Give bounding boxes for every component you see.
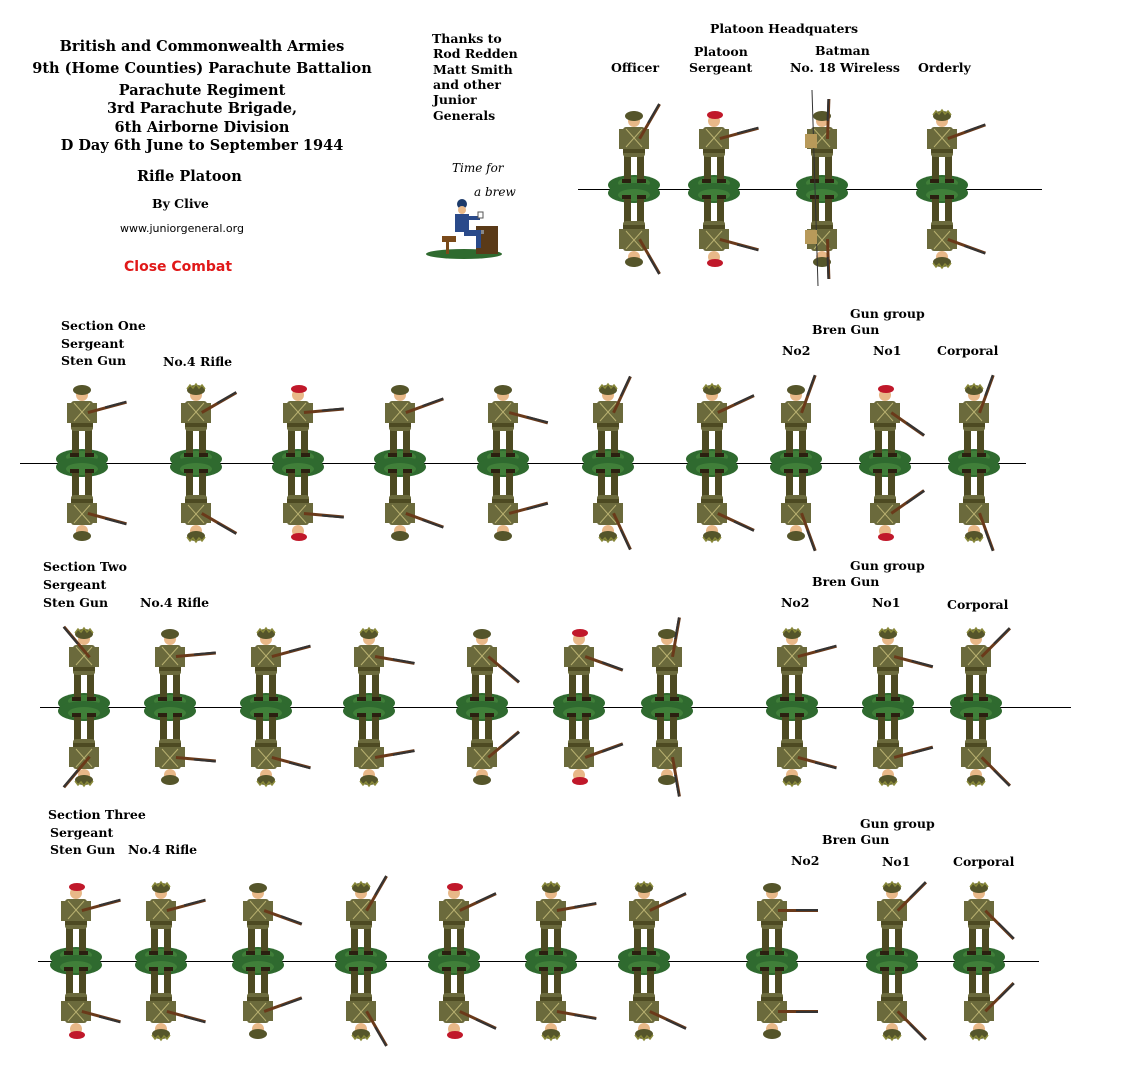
section3-rifle: No.4 Rifle xyxy=(128,842,198,857)
hq-label-batman-1: Batman xyxy=(815,43,870,58)
s3-corporal-figure xyxy=(944,871,1014,1051)
s1-rifleman-6-figure xyxy=(677,373,747,553)
s2-no2-figure xyxy=(757,617,827,797)
hq-label-sergeant-2: Sergeant xyxy=(689,60,753,75)
hq-heading: Platoon Headquaters xyxy=(710,21,859,36)
hq-sergeant-figure xyxy=(679,99,749,279)
s3-rifleman-4-figure xyxy=(419,871,489,1051)
section2-no1: No1 xyxy=(872,595,901,610)
close-combat-label: Close Combat xyxy=(124,259,233,275)
section2-name: Section Two xyxy=(43,559,127,574)
thanks-line-2: Rod Redden xyxy=(433,46,518,61)
s1-no1-figure xyxy=(850,373,920,553)
section1-corporal: Corporal xyxy=(937,343,999,358)
s1-rifleman-3-figure xyxy=(365,373,435,553)
wireless-set-icon xyxy=(800,90,840,290)
section2-gun-group: Gun group xyxy=(850,558,925,573)
hq-officer-figure xyxy=(599,99,669,279)
section3-name: Section Three xyxy=(48,807,146,822)
section1-sergeant: Sergeant xyxy=(61,336,125,351)
section3-no1: No1 xyxy=(882,854,911,869)
tea-break-soldier-icon xyxy=(424,158,516,260)
s1-corporal-figure xyxy=(939,373,1009,553)
thanks-line-5: Junior xyxy=(433,92,477,107)
section2-sten: Sten Gun xyxy=(43,595,109,610)
section1-sten: Sten Gun xyxy=(61,353,127,368)
s3-rifleman-3-figure xyxy=(326,871,396,1051)
section3-no2: No2 xyxy=(791,853,820,868)
hq-label-batman-2: No. 18 Wireless xyxy=(790,60,900,75)
s3-no2-figure xyxy=(737,871,807,1051)
section3-corporal: Corporal xyxy=(953,854,1015,869)
s3-rifleman-2-figure xyxy=(223,871,293,1051)
s2-no1-figure xyxy=(853,617,923,797)
s2-rifleman-6-figure xyxy=(632,617,702,797)
hq-label-orderly: Orderly xyxy=(918,60,971,75)
s2-rifleman-1-figure xyxy=(135,617,205,797)
section1-no1: No1 xyxy=(873,343,902,358)
s1-rifleman-4-figure xyxy=(468,373,538,553)
thanks-line-3: Matt Smith xyxy=(433,62,513,77)
section1-rifle: No.4 Rifle xyxy=(163,354,233,369)
s2-rifleman-4-figure xyxy=(447,617,517,797)
s2-rifleman-3-figure xyxy=(334,617,404,797)
s2-sergeant-figure xyxy=(49,617,119,797)
s3-rifleman-1-figure xyxy=(126,871,196,1051)
tea-break-illustration xyxy=(424,158,516,260)
title-line-1: British and Commonwealth Armies xyxy=(59,38,345,55)
s2-rifleman-5-figure xyxy=(544,617,614,797)
section2-corporal: Corporal xyxy=(947,597,1009,612)
s3-rifleman-6-figure xyxy=(609,871,679,1051)
section3-sergeant: Sergeant xyxy=(50,825,114,840)
hq-orderly-figure xyxy=(907,99,977,279)
section1-name: Section One xyxy=(61,318,146,333)
section2-sergeant: Sergeant xyxy=(43,577,107,592)
s1-rifleman-5-figure xyxy=(573,373,643,553)
hq-label-officer: Officer xyxy=(611,60,660,75)
author-credit: By Clive xyxy=(152,196,209,211)
section2-rifle: No.4 Rifle xyxy=(140,595,210,610)
s2-corporal-figure xyxy=(941,617,1011,797)
s1-rifleman-2-figure xyxy=(263,373,333,553)
thanks-line-4: and other xyxy=(433,77,502,92)
title-line-4: 3rd Parachute Brigade, xyxy=(106,100,298,117)
title-line-5: 6th Airborne Division xyxy=(114,119,290,136)
section1-bren: Bren Gun xyxy=(812,322,880,337)
s3-no1-figure xyxy=(857,871,927,1051)
page-subtitle: Rifle Platoon xyxy=(137,168,242,185)
title-line-3: Parachute Regiment xyxy=(118,82,286,99)
section1-no2: No2 xyxy=(782,343,811,358)
section1-gun-group: Gun group xyxy=(850,306,925,321)
section2-no2: No2 xyxy=(781,595,810,610)
title-line-2: 9th (Home Counties) Parachute Battalion xyxy=(32,60,372,77)
s2-rifleman-2-figure xyxy=(231,617,301,797)
s1-rifleman-1-figure xyxy=(161,373,231,553)
thanks-line-1: Thanks to xyxy=(432,31,502,46)
hq-label-sergeant-1: Platoon xyxy=(694,44,748,59)
section3-sten: Sten Gun xyxy=(50,842,116,857)
s3-sergeant-figure xyxy=(41,871,111,1051)
section3-bren: Bren Gun xyxy=(822,832,890,847)
s1-no2-figure xyxy=(761,373,831,553)
s1-sergeant-figure xyxy=(47,373,117,553)
tea-caption-1: Time for xyxy=(452,161,504,175)
title-line-6: D Day 6th June to September 1944 xyxy=(60,137,344,154)
thanks-line-6: Generals xyxy=(433,108,496,123)
s3-rifleman-5-figure xyxy=(516,871,586,1051)
tea-caption-2: a brew xyxy=(474,185,516,199)
section2-bren: Bren Gun xyxy=(812,574,880,589)
section3-gun-group: Gun group xyxy=(860,816,935,831)
site-url[interactable]: www.juniorgeneral.org xyxy=(120,222,244,235)
